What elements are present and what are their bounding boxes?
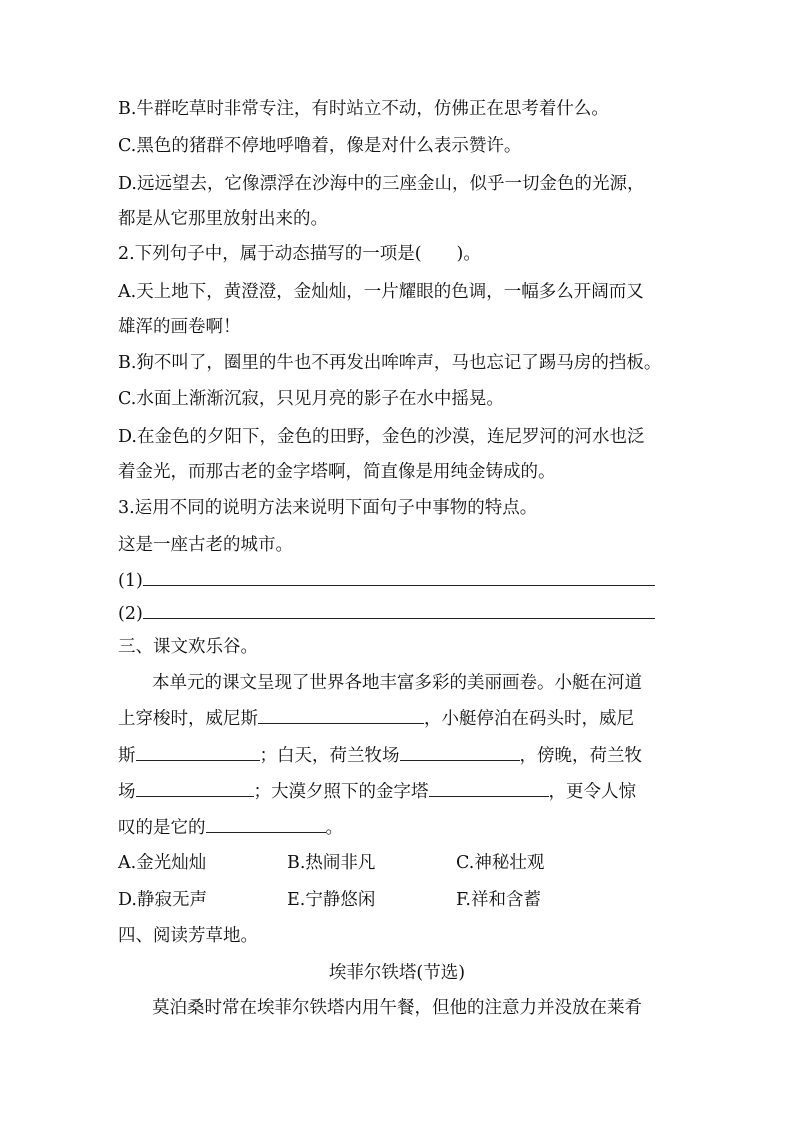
q3-answer-line-2 bbox=[118, 601, 655, 626]
q3-answer-line-1 bbox=[118, 568, 655, 593]
q2-option-a-line2: 雄浑的画卷啊！ bbox=[118, 317, 241, 337]
fill-blank-pyramid-2[interactable] bbox=[206, 815, 326, 833]
text-segment: ；白天，荷兰牧场 bbox=[259, 746, 400, 766]
q1-option-d-line2: 都是从它那里放射出来的。 bbox=[118, 209, 328, 229]
fill-blank-venice-1[interactable] bbox=[258, 706, 424, 724]
section-3-paragraph-line5 bbox=[118, 815, 343, 840]
fill-blank-holland-1[interactable] bbox=[400, 743, 520, 761]
fill-blank-pyramid-1[interactable] bbox=[429, 779, 549, 797]
text-segment: 上穿梭时，威尼斯 bbox=[118, 709, 258, 729]
text-segment: ，小艇停泊在码头时，威尼 bbox=[424, 709, 634, 729]
answer-1-blank[interactable] bbox=[143, 568, 655, 586]
text-segment: 斯 bbox=[118, 746, 136, 766]
fill-blank-holland-2[interactable] bbox=[136, 779, 254, 797]
q1-option-d-line1: D.远远望去，它像漂浮在沙海中的三座金山，似乎一切金色的光源， bbox=[118, 174, 645, 194]
q2-option-a-line1: A.天上地下，黄澄澄，金灿灿，一片耀眼的色调，一幅多么开阔而又 bbox=[118, 282, 644, 302]
article-paragraph-line1: 莫泊桑时常在埃菲尔铁塔内用午餐，但他的注意力并没放在莱肴 bbox=[152, 998, 642, 1018]
section-3-paragraph-line1: 本单元的课文呈现了世界各地丰富多彩的美丽画卷。小艇在河道 bbox=[152, 673, 642, 693]
section-3-paragraph-line2 bbox=[118, 706, 634, 731]
text-segment: ，傍晚，荷兰牧 bbox=[519, 746, 642, 766]
choice-e: E.宁静悠闲 bbox=[287, 890, 376, 910]
text-segment: ；大漠夕照下的金字塔 bbox=[253, 782, 429, 802]
q2-option-c: C.水面上渐渐沉寂，只见月亮的影子在水中摇晃。 bbox=[118, 389, 504, 409]
choice-d: D.静寂无声 bbox=[118, 890, 207, 910]
answer-2-label: (2) bbox=[118, 604, 143, 624]
q2-option-b: B.狗不叫了，圈里的牛也不再发出哞哞声，马也忘记了踢马房的挡板。 bbox=[118, 353, 662, 373]
section-4-heading: 四、阅读芳草地。 bbox=[118, 926, 258, 946]
text-segment: 叹的是它的 bbox=[118, 818, 206, 838]
fill-blank-venice-2[interactable] bbox=[136, 743, 260, 761]
q3-sentence: 这是一座古老的城市。 bbox=[118, 535, 293, 555]
section-3-paragraph-line3 bbox=[118, 743, 642, 768]
choice-f: F.祥和含蓄 bbox=[456, 890, 541, 910]
q3-stem: 3.运用不同的说明方法来说明下面句子中事物的特点。 bbox=[118, 498, 538, 518]
choice-a: A.金光灿灿 bbox=[118, 853, 207, 873]
answer-1-label: (1) bbox=[118, 571, 143, 591]
q1-option-b: B.牛群吃草时非常专注，有时站立不动，仿佛正在思考着什么。 bbox=[118, 99, 609, 119]
section-3-paragraph-line4 bbox=[118, 779, 636, 804]
text-segment: 。 bbox=[325, 818, 343, 838]
answer-2-blank[interactable] bbox=[143, 601, 655, 619]
text-segment: 场 bbox=[118, 782, 136, 802]
q2-stem: 2.下列句子中，属于动态描写的一项是( )。 bbox=[118, 244, 481, 264]
section-3-heading: 三、课文欢乐谷。 bbox=[118, 637, 258, 657]
article-title: 埃菲尔铁塔(节选) bbox=[328, 963, 466, 983]
text-segment: ，更令人惊 bbox=[548, 782, 636, 802]
choice-b: B.热闹非凡 bbox=[287, 853, 376, 873]
q1-option-c: C.黑色的猪群不停地呼噜着，像是对什么表示赞许。 bbox=[118, 136, 522, 156]
choice-c: C.神秘壮观 bbox=[456, 853, 545, 873]
q2-option-d-line2: 着金光，而那古老的金字塔啊，简直像是用纯金铸成的。 bbox=[118, 462, 556, 482]
q2-option-d-line1: D.在金色的夕阳下，金色的田野，金色的沙漠，连尼罗河的河水也泛 bbox=[118, 427, 645, 447]
